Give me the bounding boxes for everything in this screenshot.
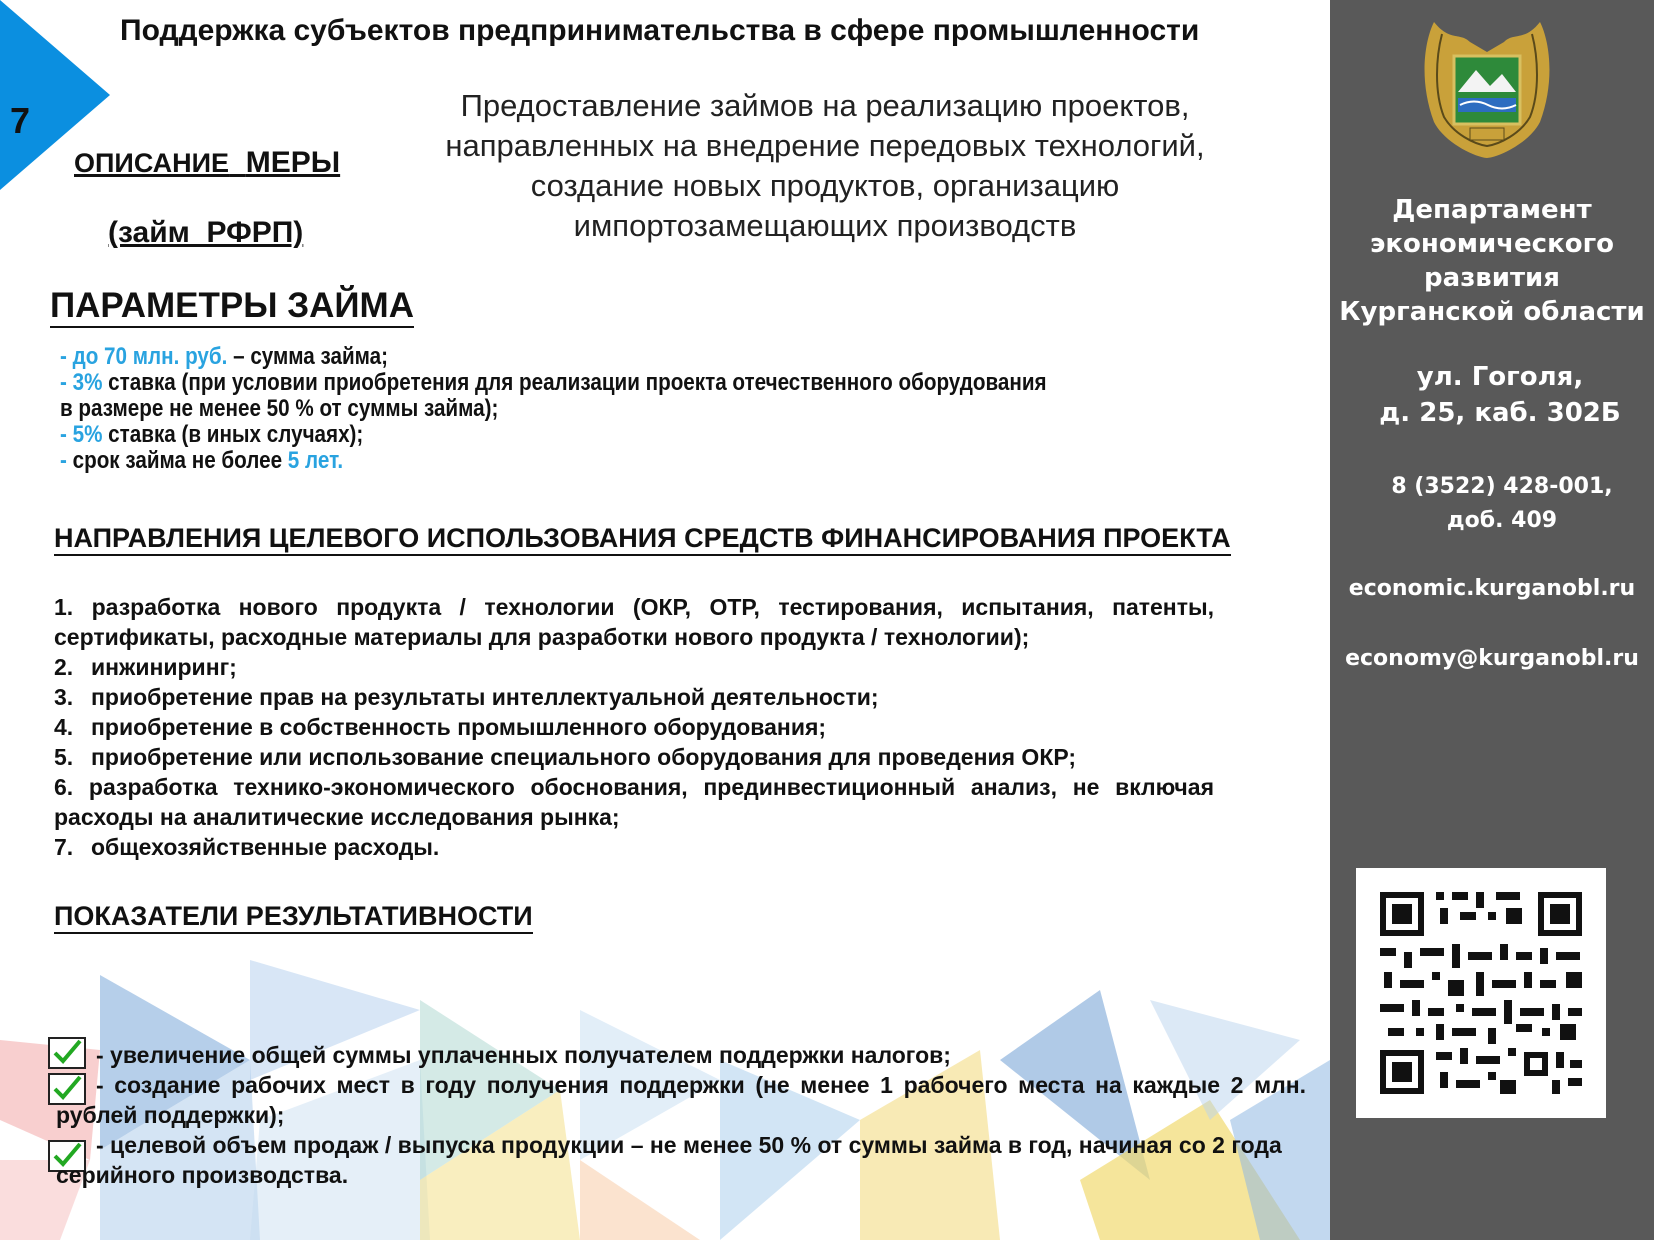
website-link[interactable]: economic.kurganobl.ru [1348,576,1636,601]
results-heading: ПОКАЗАТЕЛИ РЕЗУЛЬТАТИВНОСТИ [54,900,533,934]
direction-item: 2. инжиниринг; [54,654,237,680]
department-name: Департамент экономического развития Курганской области [1339,195,1645,327]
measure-description-heading: ОПИСАНИЕ МЕРЫ [74,146,341,179]
loan-param-term: - срок займа не более 5 лет. [60,447,344,474]
loan-param-rate-3: - 3% ставка (при условии приобретения для реализации проекта отечественного оборудования [60,369,1047,396]
results-list [56,1040,1306,1190]
direction-item: 7. общехозяйственные расходы. [54,834,440,860]
result-item: - целевой объем продаж / выпуска продукции – не менее 50 % от суммы займа в год, начиная со 2 года серийного производства. [56,1132,1282,1188]
directions-list [54,592,1214,862]
direction-item: 3. приобретение прав на результаты интеллектуальной деятельности; [54,684,879,710]
measure-type-label: (займ РФРП) [108,216,304,249]
email-link[interactable]: economy@kurganobl.ru [1345,646,1639,671]
qr-code-icon [1356,868,1606,1118]
measure-description: Предоставление займов на реализацию проектов, направленных на внедрение передовых технологий, создание новых продуктов, организацию импортозамещающих производств [445,88,1205,243]
direction-item: 5. приобретение или использование специального оборудования для проведения ОКР; [54,744,1077,770]
loan-param-amount: - до 70 млн. руб. – сумма займа; [60,343,388,370]
result-item: - увеличение общей суммы уплаченных получателем поддержки налогов; [96,1042,951,1068]
page-title: Поддержка субъектов предпринимательства в сфере промышленности [120,14,1200,47]
direction-item: 4. приобретение в собственность промышленного оборудования; [54,714,827,740]
loan-param-rate-3-cont: в размере не менее 50 % от суммы займа); [60,395,499,422]
slide-number: 7 [10,100,31,141]
loan-param-rate-5: - 5% ставка (в иных случаях); [60,421,364,448]
loan-params-list [60,344,1240,474]
result-item: - создание рабочих мест в году получения поддержки (не менее 1 рабочего места на каждые 2 млн. рублей поддержки); [56,1072,1306,1128]
coat-of-arms-logo [1414,12,1560,160]
address: ул. Гоголя, д. 25, каб. 302Б [1379,362,1621,428]
direction-item: 1. разработка нового продукта / технологии (ОКР, ОТР, тестирования, испытания, патенты, сертификаты, расходные материалы для разработки нового продукта / технологии); [54,594,1214,650]
qr-code[interactable] [1356,868,1606,1118]
phone: 8 (3522) 428-001, доб. 409 [1391,474,1613,533]
directions-heading: НАПРАВЛЕНИЯ ЦЕЛЕВОГО ИСПОЛЬЗОВАНИЯ СРЕДСТВ ФИНАНСИРОВАНИЯ ПРОЕКТА [54,522,1231,556]
direction-item: 6. разработка технико-экономического обоснования, прединвестиционный анализ, не включая расходы на аналитические исследования рынка; [54,774,1214,830]
loan-params-heading: ПАРАМЕТРЫ ЗАЙМА [50,286,414,328]
